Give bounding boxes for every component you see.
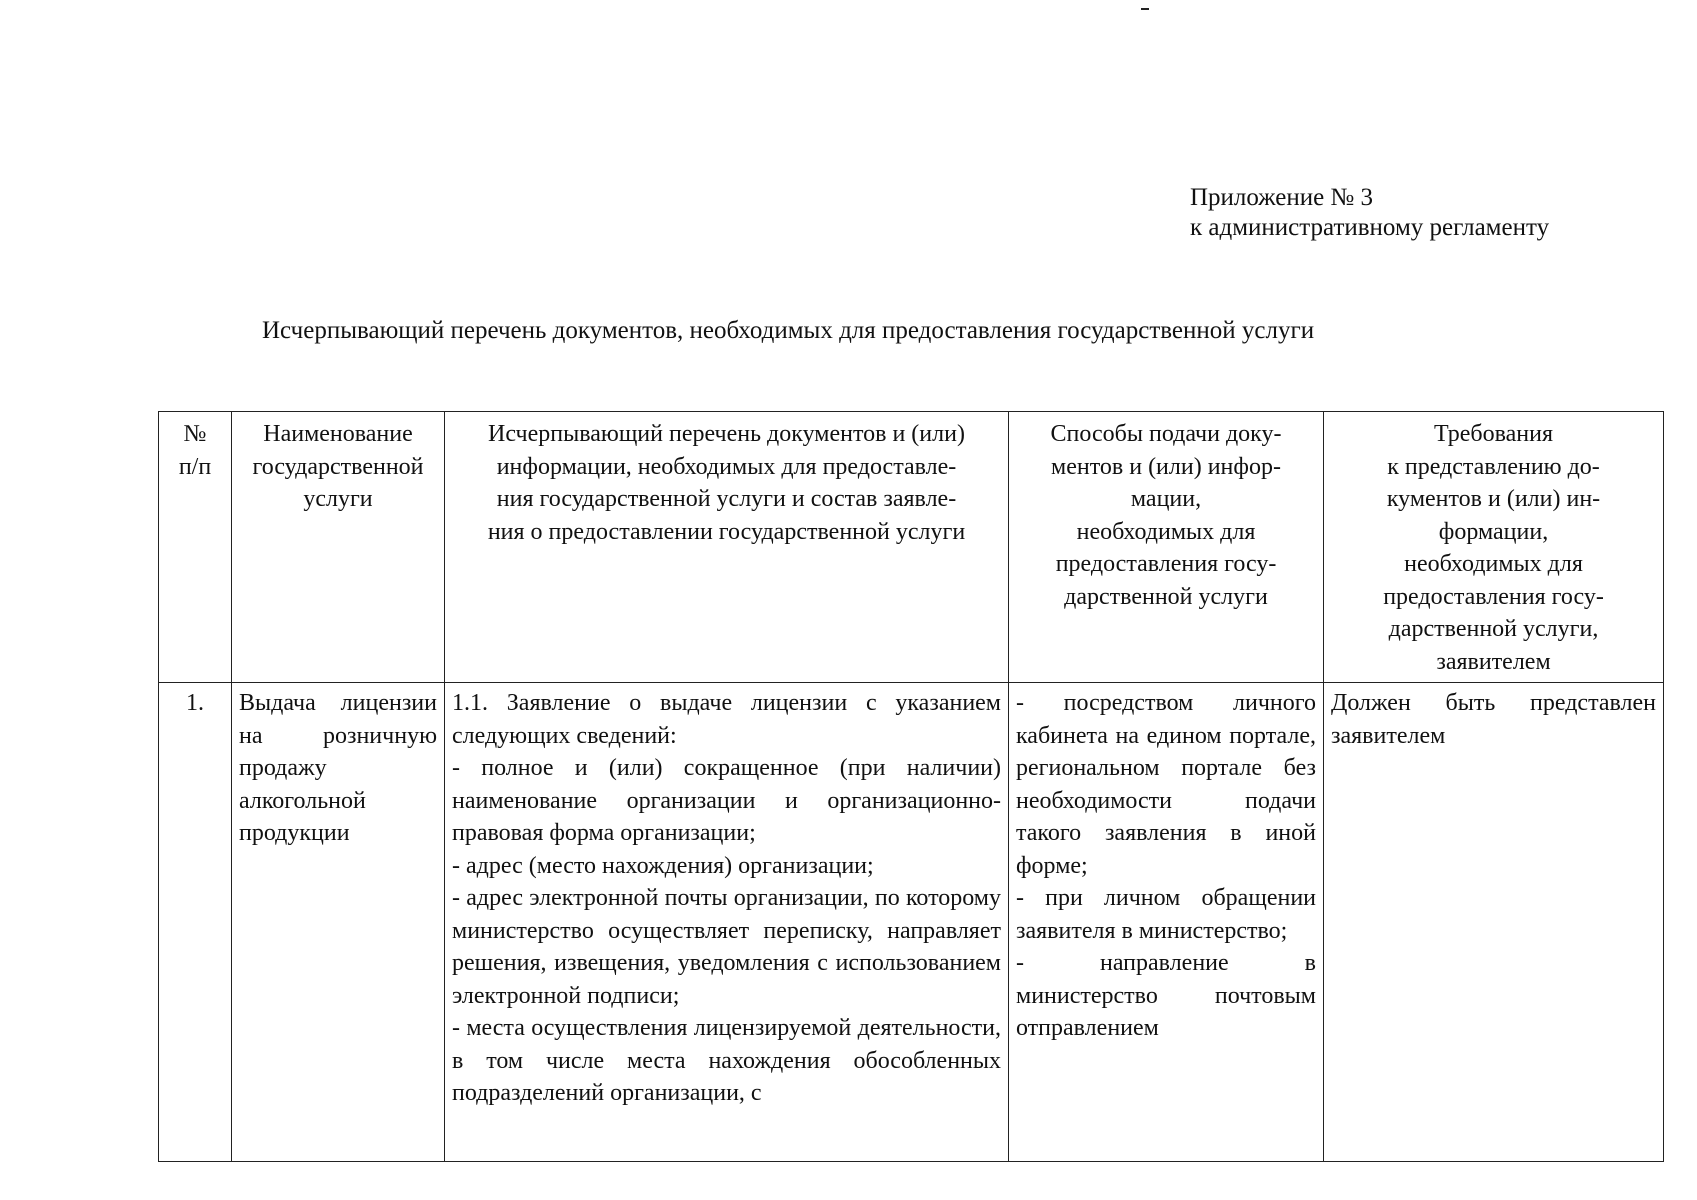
row-number: 1. [159,683,232,1162]
table-header-row [159,412,1664,683]
document-title: Исчерпывающий перечень документов, необходимых для предоставления государственной услуги [262,317,1315,344]
method-item: - направление в министерство почтовым отправлением [1016,950,1316,1041]
header-cell-service: Наименование государственной услуги [232,412,445,683]
page-mark [1141,8,1149,10]
document-item: - адрес электронной почты организации, по которому министерство осуществляет переписку, направляет решения, извещения, уведомления с использованием электронной подписи; [452,885,1001,1009]
row-requirements: Должен быть представлен заявителем [1324,683,1664,1162]
header-cell-requirements: Требования к представлению до- кументов и (или) ин- формации, необходимых для предоставления госу- дарственной услуги, заявителем [1324,412,1664,683]
documents-table [158,411,1664,1162]
header-cell-documents: Исчерпывающий перечень документов и (или) информации, необходимых для предоставле- ния государственной услуги и состав заявле- ния о предоставлении государственной услуги [445,412,1009,683]
appendix-line-2: к административному регламенту [1190,214,1550,241]
row-submission-methods [1009,683,1324,1162]
document-item: 1.1. Заявление о выдаче лицензии с указанием следующих сведений: [452,690,1001,749]
document-item: - места осуществления лицензируемой деятельности, в том числе места нахождения обособленных подразделений организации, с [452,1015,1001,1106]
document-item: - адрес (место нахождения) организации; [452,852,874,879]
row-documents [445,683,1009,1162]
appendix-header [1190,183,1549,243]
method-item: - посредством личного кабинета на едином портале, региональном портале без необходимости подачи такого заявления в иной форме; [1016,690,1316,879]
document-item: - полное и (или) сокращенное (при наличии) наименование организации и организационно-правовая форма организации; [452,755,1001,846]
table-row [159,683,1664,1162]
header-cell-methods: Способы подачи доку- ментов и (или) инфор- мации, необходимых для предоставления госу- дарственной услуги [1009,412,1324,683]
header-cell-number: № п/п [159,412,232,683]
row-service-name: Выдача лицензии на розничную продажу алкогольной продукции [232,683,445,1162]
method-item: - при личном обращении заявителя в министерство; [1016,885,1316,944]
appendix-line-1: Приложение № 3 [1190,184,1374,211]
